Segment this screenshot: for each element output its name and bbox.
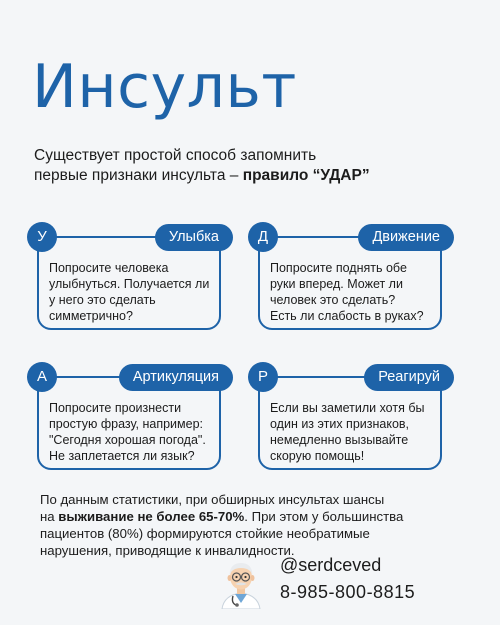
statistics-text <box>40 491 470 559</box>
card-text-line: Есть ли слабость в руках? <box>270 309 424 323</box>
card-label-pill: Реагируй <box>364 364 454 391</box>
card-letter-badge: У <box>27 222 57 252</box>
card-text-line: немедленно вызывайте <box>270 433 409 447</box>
intro-text <box>34 146 370 186</box>
card-text-line: у него это сделать <box>49 293 156 307</box>
doctor-avatar-icon <box>218 557 264 609</box>
stats-line-2-prefix: на <box>40 509 59 524</box>
card-text-line: Если вы заметили хотя бы <box>270 401 425 415</box>
stats-line-4: нарушения, приводящие к инвалидности. <box>40 543 295 558</box>
page-title: Инсульт <box>32 52 297 122</box>
card-text-line: Попросите человека <box>49 261 169 275</box>
card-label-pill: Движение <box>358 224 454 251</box>
card-text-line: симметрично? <box>49 309 133 323</box>
card-text-line: "Сегодня хорошая погода". <box>49 433 206 447</box>
card-label-pill: Улыбка <box>155 224 233 251</box>
stats-line-1: По данным статистики, при обширных инсультах шансы <box>40 492 385 507</box>
phone-number: 8-985-800-8815 <box>280 582 416 602</box>
card-letter-badge: Р <box>248 362 278 392</box>
intro-line-2 <box>34 166 370 186</box>
card-text-line: простую фразу, например: <box>49 417 203 431</box>
rule-name: правило “УДАР” <box>242 167 370 184</box>
card-label-pill: Артикуляция <box>119 364 233 391</box>
card-text-line: руки вперед. Может ли <box>270 277 403 291</box>
card-description <box>270 260 448 324</box>
card-text-line: Попросите поднять обе <box>270 261 407 275</box>
card-letter-badge: А <box>27 362 57 392</box>
card-description <box>49 400 227 464</box>
stats-line-3: пациентов (80%) формируются стойкие необратимые <box>40 526 370 541</box>
stats-line-2 <box>40 508 470 525</box>
social-handle: @serdceved <box>280 555 382 575</box>
stats-line-2-suffix: . При этом у большинства <box>244 509 404 524</box>
card-text-line: один из этих признаков, <box>270 417 410 431</box>
card-text-line: Не заплетается ли язык? <box>49 449 195 463</box>
intro-line-1: Существует простой способ запомнить <box>34 147 317 164</box>
card-text-line: человек это сделать? <box>270 293 396 307</box>
card-text-line: улыбнуться. Получается ли <box>49 277 210 291</box>
card-letter-badge: Д <box>248 222 278 252</box>
survival-rate: выживание не более 65-70% <box>58 509 245 524</box>
card-description <box>49 260 227 324</box>
card-description <box>270 400 448 464</box>
card-text-line: Попросите произнести <box>49 401 182 415</box>
card-text-line: скорую помощь! <box>270 449 365 463</box>
intro-line-2-prefix: первые признаки инсульта – <box>34 167 243 184</box>
